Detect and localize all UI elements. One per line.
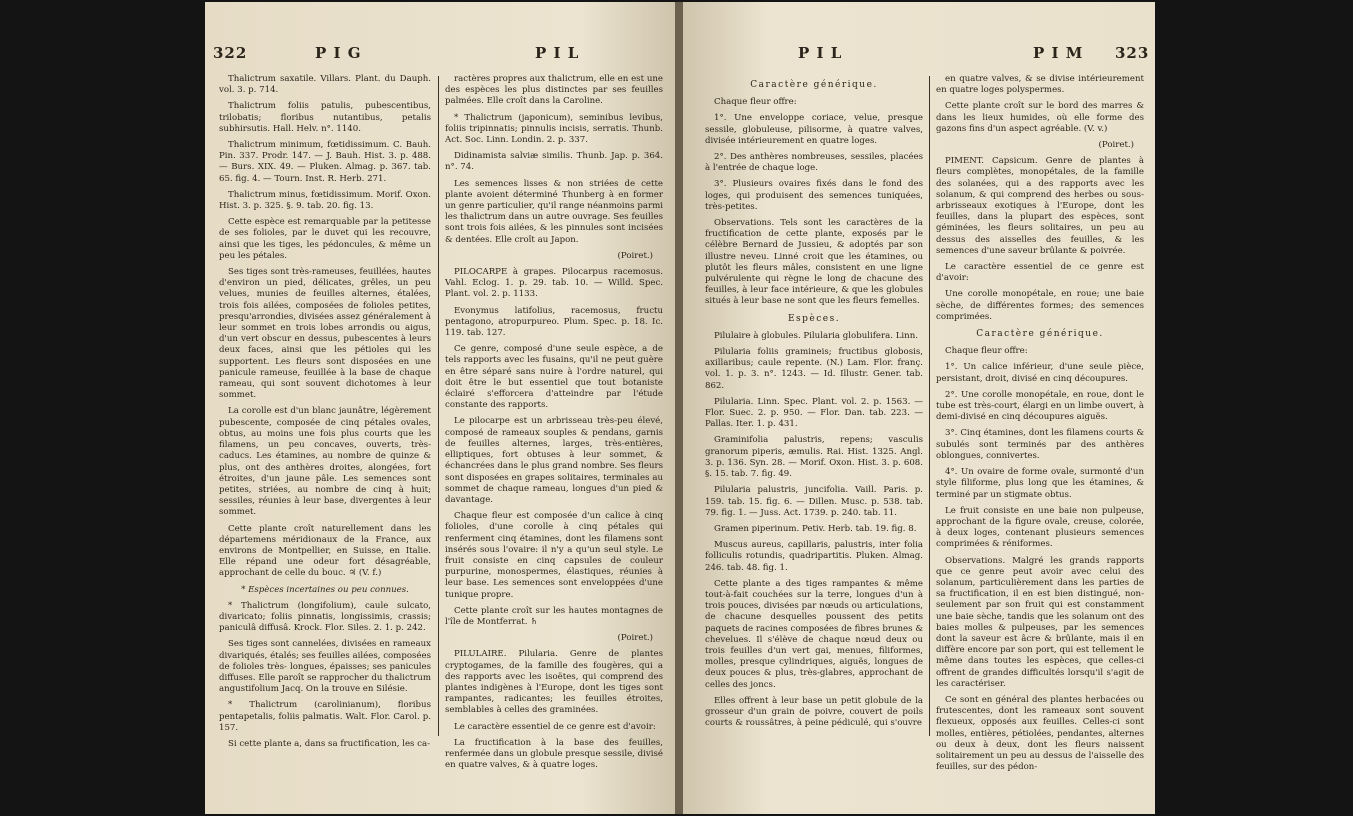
paragraph: * Thalictrum (carolinianum), floribus pentapetalis, foliis palmatis. Walt. Flor. Carol. p. 157.	[219, 700, 431, 733]
paragraph: Thalictrum foliis patulis, pubescentibus, trilobatis; floribus nutantibus, petalis subhirsutis. Hall. Helv. n°. 1140.	[219, 101, 431, 134]
column-rule	[929, 76, 930, 736]
paragraph: 1°. Un calice inférieur, d'une seule pièce, persistant, droit, divisé en cinq découpures.	[936, 362, 1144, 384]
paragraph: Elles offrent à leur base un petit globule de la grosseur d'un grain de poivre, couvert de poils courts & roussâtres, à peine pédiculé, qui s'ouvre	[705, 695, 923, 729]
paragraph: Didinamista salviæ similis. Thunb. Jap. p. 364. n°. 74.	[445, 151, 663, 173]
paragraph: Si cette plante a, dans sa fructification, les ca-	[228, 738, 431, 749]
paragraph: Le pilocarpe est un arbrisseau très-peu élevé, composé de rameaux souples & pendans, garnis de feuilles alternes, larges, très-entières, elliptiques, fort obtuses à leur sommet, & échancrées dans le plus grand nombre. Ses fleurs sont disposées en grapes solitaires, terminales au sommet de chaque rameau, longues d'un pied & davantage.	[445, 416, 663, 505]
paragraph: * Espèces incertaines ou peu connues.	[241, 584, 409, 595]
paragraph: Le fruit consiste en une baie non pulpeuse, approchant de la figure ovale, creuse, colorée, à deux loges, contenant plusieurs semences comprimées & réniformes.	[936, 505, 1144, 550]
paragraph: Chaque fleur offre:	[714, 97, 797, 108]
paragraph: Chaque fleur offre:	[945, 346, 1028, 357]
paragraph: Pilularia foliis gramineis; fructibus globosis, axillaribus; caule repente. (N.) Lam. Flor. franç. vol. 1. p. 3. n°. 1243. — Id. Illustr. Gener. tab. 862.	[705, 347, 923, 391]
paragraph: (Poiret.)	[617, 250, 653, 261]
paragraph: Cette espèce est remarquable par la petitesse de ses folioles, par le duvet qui les recouvre, ainsi que les tiges, les pédoncules, & même un peu les pétales.	[219, 217, 431, 261]
paragraph: 2°. Des anthères nombreuses, sessiles, placées à l'entrée de chaque loge.	[705, 152, 923, 174]
paragraph: Caractère générique.	[750, 80, 878, 90]
paragraph: Cette plante croît sur le bord des marres & dans les lieux humides, où elle forme des gazons fins d'un aspect agréable. (V. v.)	[936, 101, 1144, 134]
paragraph: Thalictrum minus, fœtidissimum. Morif. Oxon. Hist. 3. p. 325. §. 9. tab. 20. fig. 13.	[219, 189, 431, 212]
paragraph: Observations. Malgré les grands rapports que ce genre peut avoir avec celui des solanum, particulièrement dans les parties de sa fructification, il en est bien distingué, non-seulement par son fruit qui est constamment une baie sèche, tandis que les solanum ont des baies molles & pulpeuses, par les semences dont la saveur est âcre & brûlante, mais il en diffère encore par son port, qui est tellement le même dans toutes les espèces, que celles-ci offrent de grandes difficultés lorsqu'il s'agit de les caractériser.	[936, 555, 1144, 689]
paragraph: Cette plante croît sur les hautes montagnes de l'île de Montferrat. ♄	[445, 605, 663, 627]
paragraph: ractères propres aux thalictrum, elle en est une des espèces les plus distinctes par ses feuilles palmées. Elle croît dans la Caroline.	[445, 74, 663, 107]
paragraph: PILOCARPE à grapes. Pilocarpus racemosus. Vahl. Eclog. 1. p. 29. tab. 10. — Willd. Spec. Plant. vol. 2. p. 1133.	[445, 267, 663, 300]
paragraph: Le caractère essentiel de ce genre est d'avoir:	[454, 721, 656, 732]
paragraph: 3°. Plusieurs ovaires fixés dans le fond des loges, qui produisent des semences tuniquées, très-petites.	[705, 179, 923, 212]
paragraph: Pilulaire à globules. Pilularia globulifera. Linn.	[714, 330, 918, 341]
paragraph: Une corolle monopétale, en roue; une baie sèche, de différentes formes; des semences comprimées.	[936, 289, 1144, 322]
right-page	[683, 2, 1155, 814]
paragraph: Pilularia palustris, juncifolia. Vaill. Paris. p. 159. tab. 15. fig. 6. — Dillen. Musc. p. 538. tab. 79. fig. 1. — Juss. Act. 1739. p. 240. tab. 11.	[705, 485, 923, 518]
right-column-1	[705, 74, 923, 809]
running-head-col1: P I L	[798, 44, 843, 62]
paragraph: Thalictrum saxatile. Villars. Plant. du Dauph. vol. 3. p. 714.	[219, 74, 431, 96]
paragraph: Graminifolia palustris, repens; vasculis granorum piperis, æmulis. Rai. Hist. 1325. Angl. 3. p. 136. Syn. 28. — Morif. Oxon. Hist. 3. p. 608. §. 15. tab. 7. fig. 49.	[705, 435, 923, 480]
paragraph: La fructification à la base des feuilles, renfermée dans un globule presque sessile, divisé en quatre valves, & à quatre loges.	[445, 737, 663, 771]
paragraph: Cette plante croît naturellement dans les départemens méridionaux de la France, aux environs de Montpellier, en Suisse, en Italie. Elle répand une odeur fort désagréable, approchant de celle du bouc. ♃ (V. f.)	[219, 523, 431, 579]
paragraph: Ce sont en général des plantes herbacées ou frutescentes, dont les rameaux sont souvent flexueux, opposés aux feuilles. Celles-ci sont molles, entières, pétiolées, pendantes, alternes ou deux à deux, dont les fleurs naissent solitairement un peu au dessus de l'aisselle des feuilles, sur des pédon-	[936, 694, 1144, 773]
paragraph: Le caractère essentiel de ce genre est d'avoir:	[936, 262, 1144, 284]
column-rule	[438, 76, 439, 736]
paragraph: 3°. Cinq étamines, dont les filamens courts & subulés sont terminés par des anthères oblongues, connivertes.	[936, 428, 1144, 461]
paragraph: Cette plante a des tiges rampantes & même tout-à-fait couchées sur la terre, longues d'un à trois pouces, divisées par nœuds ou articulations, de chacune desquelles poussent des petits paquets de racines composées de fibres brunes & chevelues. Il s'élève de chaque nœud deux ou trois feuilles d'un vert gai, menues, filiformes, molles, presque cylindriques, aiguës, longues de deux pouces & plus, très-glabres, approchant de celles des joncs.	[705, 578, 923, 690]
paragraph: 2°. Une corolle monopétale, en roue, dont le tube est très-court, élargi en un limbe ouvert, à demi-divisé en cinq découpures aiguës.	[936, 389, 1144, 423]
paragraph: Espèces.	[787, 313, 841, 324]
paragraph: Chaque fleur est composée d'un calice à cinq folioles, d'une corolle à cinq pétales qui renferment cinq étamines, dont les filamens sont insérés sous l'ovaire: il n'y a qu'un seul style. Le fruit consiste en cinq capsules de couleur purpurine, monospermes, élastiques, réunies à leur base. Les semences sont enveloppées d'une tunique propre.	[445, 511, 663, 600]
paragraph: Gramen piperinum. Petiv. Herb. tab. 19. fig. 8.	[714, 523, 917, 534]
paragraph: Muscus aureus, capillaris, palustris, inter folia folliculis rotundis, quadripartitis. Pluken. Almag. 246. tab. 48. fig. 1.	[705, 540, 923, 573]
left-page	[205, 2, 675, 814]
page-number: 322	[213, 44, 248, 62]
left-running-head	[205, 44, 675, 70]
paragraph: (Poiret.)	[1098, 140, 1134, 151]
paragraph: 4°. Un ovaire de forme ovale, surmonté d'un style filiforme, plus long que les étamines, & terminé par un stigmate obtus.	[936, 467, 1144, 500]
paragraph: Ce genre, composé d'une seule espèce, a de tels rapports avec les fusains, qu'il ne peut guère en être séparé sans nuire à l'ordre naturel, qui doit être le but essentiel que tout botaniste éclairé s'efforcera d'atteindre par l'étude constante des rapports.	[445, 344, 663, 411]
left-column-1	[219, 74, 431, 809]
right-running-head	[683, 44, 1155, 70]
paragraph: Ses tiges sont très-rameuses, feuillées, hautes d'environ un pied, délicates, grêles, un peu velues, munies de feuilles alternes, étalées, trois fois ailées, composées de folioles petites, presqu'arrondies, divisées assez généralement à leur sommet en trois lobes arrondis ou aigus, d'un vert obscur en dessus, pubescentes à leurs deux faces, ainsi que les pétioles qui les supportent. Les fleurs sont disposées en une panicule rameuse, feuillée à la base de chaque rameau, qui sont souvent dichotomes à leur sommet.	[219, 267, 431, 401]
paragraph: Ses tiges sont cannelées, divisées en rameaux divariqués, étalés; ses feuilles ailées, composées de folioles très- longues, épaisses; ses panicules diffuses. Elle paroît se rapprocher du thalictrum angustifolium Jacq. On la trouve en Silésie.	[219, 639, 431, 695]
running-head-col2: P I M	[1033, 44, 1084, 62]
paragraph: Caractère générique.	[976, 329, 1104, 340]
left-column-2	[445, 74, 663, 809]
running-head-col2: P I L	[535, 44, 580, 62]
book-gutter	[675, 2, 683, 814]
paragraph: Evonymus latifolius, racemosus, fructu pentagono, atropurpureo. Plum. Spec. p. 18. Ic. 119. tab. 127.	[445, 305, 663, 339]
paragraph: 1°. Une enveloppe coriace, velue, presque sessile, globuleuse, pilisorme, à quatre valves, divisée intérieurement en quatre loges.	[705, 113, 923, 146]
paragraph: Observations. Tels sont les caractères de la fructification de cette plante, exposés par le célèbre Bernard de Jussieu, & adoptés par son illustre neveu. Linné croit que les étamines, ou plutôt les fleurs mâles, consistent en une ligne pulvérulente qui règne le long de chacune des feuilles, à leur face intérieure, & que les globules situés à leur base ne sont que les fleurs femelles.	[705, 218, 923, 307]
paragraph: * Thalictrum (japonicum), seminibus levibus, foliis tripinnatis; pinnulis incisis, serratis. Thunb. Act. Soc. Linn. Londin. 2. p. 337.	[445, 112, 663, 146]
paragraph: Thalictrum minimum, fœtidissimum. C. Bauh. Pin. 337. Prodr. 147. — J. Bauh. Hist. 3. p. 488. — Burs. XIX. 49. — Pluken. Almag. p. 367. tab. 65. fig. 4. — Tourn. Inst. R. Herb. 271.	[219, 140, 431, 184]
paragraph: en quatre valves, & se divise intérieurement en quatre loges polyspermes.	[936, 74, 1144, 96]
paragraph: (Poiret.)	[617, 633, 653, 644]
paragraph: Pilularia. Linn. Spec. Plant. vol. 2. p. 1563. — Flor. Suec. 2. p. 950. — Flor. Dan. tab. 223. — Pallas. Iter. 1. p. 431.	[705, 396, 923, 430]
page-number: 323	[1115, 44, 1150, 62]
book-spread	[205, 2, 1155, 814]
paragraph: * Thalictrum (longifolium), caule sulcato, divaricato; foliis pinnatis, longissimis, crassis; paniculâ diffusâ. Krock. Flor. Siles. 2. 1. p. 242.	[219, 600, 431, 634]
running-head-col1: P I G	[315, 44, 362, 62]
right-column-2	[936, 74, 1144, 809]
paragraph: Les semences lisses & non striées de cette plante avoient déterminé Thunberg à en former un genre particulier, qu'il range néanmoins parmi les thalictrum dans un autre ouvrage. Ses feuilles sont trois fois ailées, & les pinnules sont incisées & dentées. Elle croît au Japon.	[445, 178, 663, 245]
paragraph: PILULAIRE. Pilularia. Genre de plantes cryptogames, de la famille des fougères, qui a des rapports avec les isoëtes, qui comprend des plantes indigènes à l'Europe, dont les tiges sont rampantes, radicantes; les feuilles étroites, semblables à celles des graminées.	[445, 649, 663, 716]
paragraph: La corolle est d'un blanc jaunâtre, légèrement pubescente, composée de cinq pétales ovales, obtus, au moins une fois plus courts que les filamens, un peu concaves, ouverts, très- caducs. Les étamines, au nombre de quinze & plus, ont des anthères droites, alongées, fort étroites, d'un jaune pâle. Les semences sont petites, striées, au nombre de cinq à huit; sessiles, réunies à leur base, divergentes à leur sommet.	[219, 406, 431, 518]
paragraph: PIMENT. Capsicum. Genre de plantes à fleurs complètes, monopétales, de la famille des solanées, qui a des rapports avec les solanum, & qui comprend des herbes ou sous-arbrisseaux exotiques à l'Europe, dont les feuilles, dans la plupart des espèces, sont géminées, les fleurs solitaires, un peu au dessus des aisselles des feuilles, & les semences d'une saveur brûlante & poivrée.	[936, 156, 1144, 256]
